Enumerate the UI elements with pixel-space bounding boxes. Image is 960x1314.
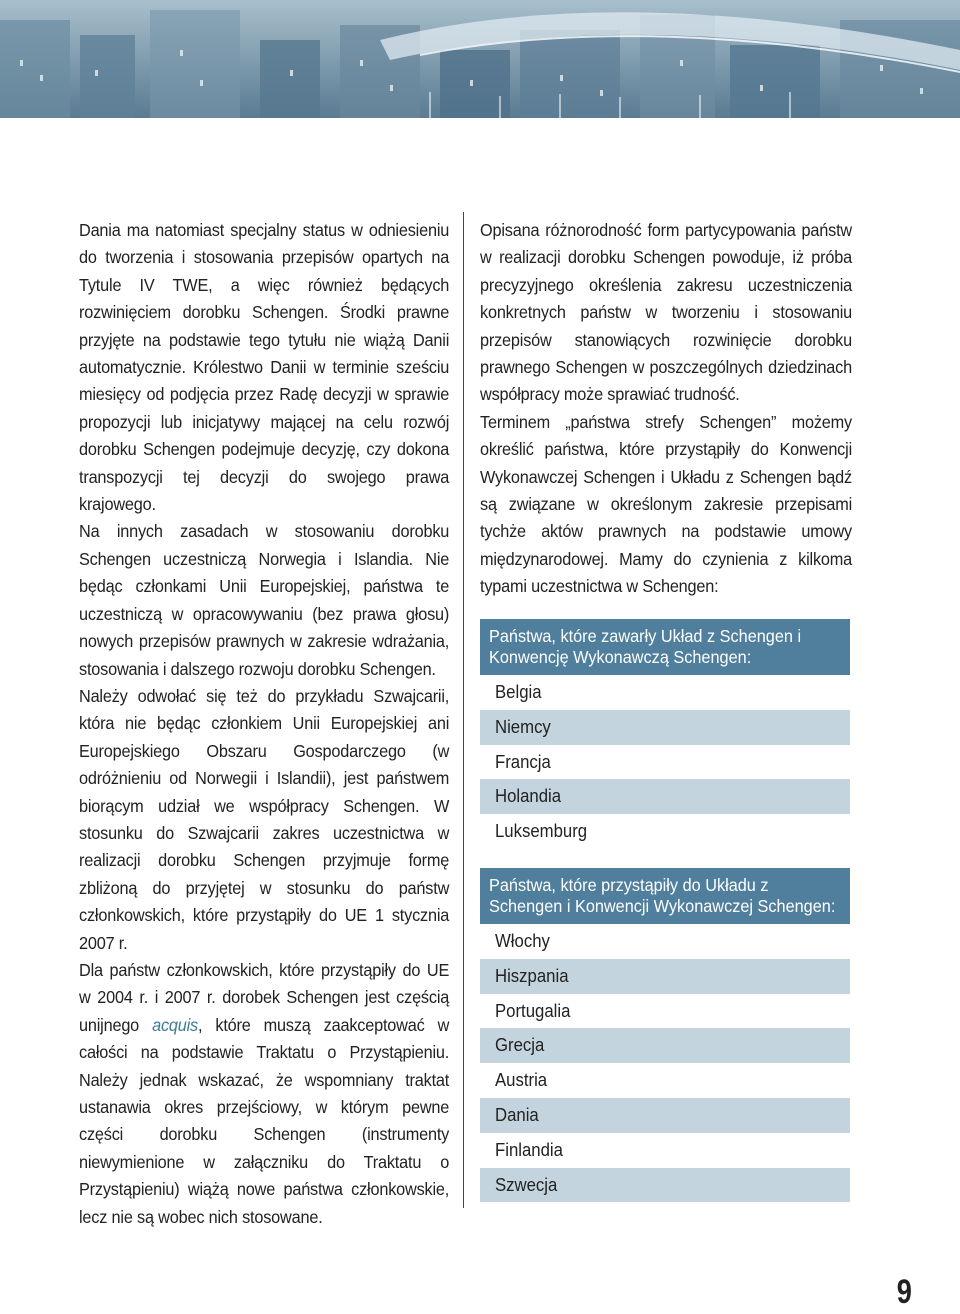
country-row: Szwecja	[480, 1168, 850, 1203]
country-row: Finlandia	[495, 1139, 563, 1160]
paragraph-schengen-states-term: Terminem „państwa strefy Schengen” możemy określić państwa, które przystąpiły do Konwencji Wykonawczej Schengen i Układu z Schengen bądź są związane w określonym zakresie przepisami tychże aktów prawnych na podstawie umowy międzynarodowej. Mamy do czynienia z kilkoma typami uczestnictwa w Schengen:	[480, 411, 852, 597]
paragraph-denmark: Dania ma natomiast specjalny status w odniesieniu do tworzenia i stosowania przepisów opartych na Tytule IV TWE, a więc również będących rozwinięciem dorobku Schengen. Środki prawne przyjęte na podstawie tego tytułu nie wiążą Danii automatycznie. Królestwo Danii w terminie sześciu miesięcy od podjęcia przez Radę decyzji w sprawie propozycji lub inicjatywy mającej na celu rozwój dorobku Schengen podejmuje decyzję, czy dokona transpozycji tej decyzji do swojego prawa krajowego.	[79, 220, 450, 515]
acquis-term: acquis	[152, 1014, 199, 1035]
group-header-label: Państwa, które zawarły Układ z Schengen i Konwencję Wykonawczą Schengen:	[489, 626, 802, 667]
header-photo	[0, 0, 960, 118]
group-header	[480, 619, 850, 675]
country-row: Portugalia	[495, 1000, 571, 1021]
page-number: 9	[896, 1273, 912, 1311]
paragraph-switzerland: Należy odwołać się też do przykładu Szwajcarii, która nie będąc członkiem Unii Europejskiej ani Europejskiego Obszaru Gospodarczego (w odróżnieniu od Norwegii i Islandii), jest państwem biorącym udział we współpracy Schengen. W stosunku do Szwajcarii zakres uczestnictwa w realizacji dorobku Schengen przyjmuje formę zbliżoną do przyjętej w stosunku do państw członkowskich, które przystąpiły do UE 1 stycznia 2007 r.	[79, 685, 450, 953]
country-row: Dania	[480, 1098, 850, 1133]
paragraph-participation-diversity: Opisana różnorodność form partycypowania państw w realizacji dorobku Schengen powoduje, iż próba precyzyjnego określenia zakresu uczestniczenia konkretnych państw w tworzeniu i stosowaniu przepisów stanowiących rozwinięcie dorobku prawnego Schengen w poszczególnych dziedzinach współpracy może sprawiać trudność.	[480, 220, 852, 405]
group-header	[480, 868, 850, 924]
right-column	[480, 217, 852, 601]
column-divider	[463, 212, 464, 1208]
country-row: Francja	[495, 751, 551, 772]
paragraph-new-members-text-a: Dla państw członkowskich, które przystąpiły do UE w 2004 r. i 2007 r. dorobek Schengen jest częścią unijnego	[79, 959, 450, 1035]
country-row: Belgia	[495, 682, 542, 702]
country-row: Austria	[495, 1070, 548, 1091]
country-group-founding	[480, 619, 850, 849]
country-row: Niemcy	[480, 710, 850, 745]
paragraph-new-members	[79, 957, 449, 1231]
country-row: Włochy	[495, 931, 550, 951]
country-row: Luksemburg	[495, 821, 588, 842]
right-column-intro	[480, 217, 852, 601]
paragraph-norway-iceland: Na innych zasadach w stosowaniu dorobku Schengen uczestniczą Norwegia i Islandia. Nie będąc członkami Unii Europejskiej, państwa te uczestniczą w opracowywaniu (bez prawa głosu) nowych przepisów prawnych w zakresie wdrażania, stosowania i dalszego rozwoju dorobku Schengen.	[79, 521, 450, 679]
country-group-acceded	[480, 868, 850, 1202]
left-column	[79, 217, 449, 1231]
country-row: Hiszpania	[480, 959, 850, 994]
paragraph-new-members-text-b: , które muszą zaakceptować w całości na podstawie Traktatu o Przystąpieniu. Należy jednak wskazać, że wspomniany traktat ustanawia okres przejściowy, w którym pewne części dorobku Schengen (instrumenty niewymienione w załączniku do Traktatu o Przystąpieniu) wiążą nowe państwa członkowskie, lecz nie są wobec nich stosowane.	[79, 1014, 450, 1227]
group-header-label: Państwa, które przystąpiły do Układu z Schengen i Konwencji Wykonawczej Schengen:	[489, 875, 836, 916]
city-photo-graphic	[0, 0, 960, 118]
country-row: Grecja	[480, 1028, 850, 1063]
country-row: Holandia	[480, 779, 850, 814]
